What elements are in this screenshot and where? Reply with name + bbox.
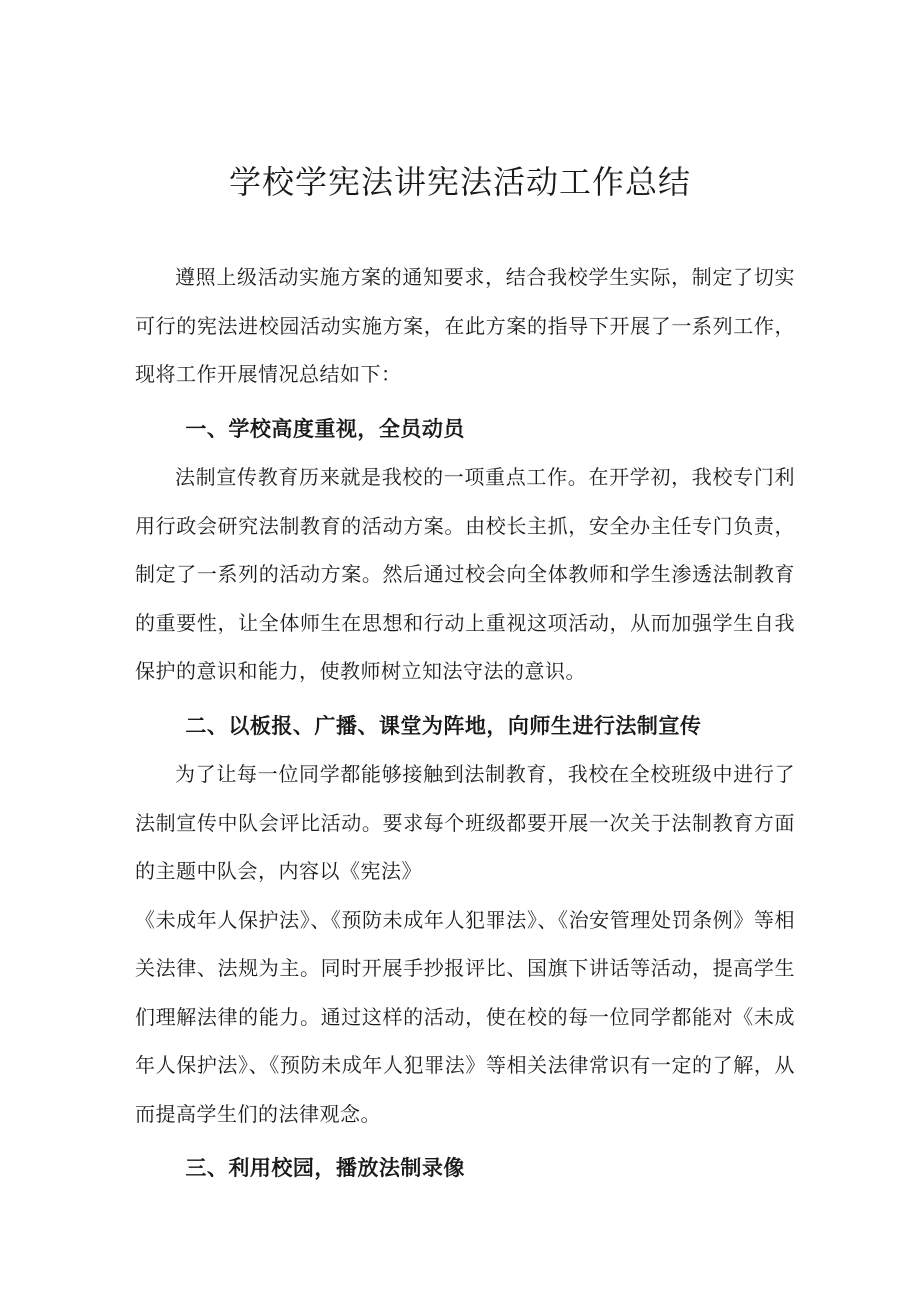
section-heading-3: 三、利用校园，播放法制录像 (185, 1156, 465, 1180)
page-title: 学校学宪法讲宪法活动工作总结 (228, 163, 691, 201)
section-heading-2: 二、以板报、广播、课堂为阵地，向师生进行法制宣传 (185, 713, 702, 738)
section-2-paragraph-1: 为了让每一位同学都能够接触到法制教育，我校在全校班级中进行了法制宣传中队会评比活动。要求每个班级都要开展一次关于法制教育方面的主题中队会，内容以《宪法》 (135, 762, 795, 883)
intro-paragraph: 遵照上级活动实施方案的通知要求，结合我校学生实际，制定了切实可行的宪法进校园活动实施方案，在此方案的指导下开展了一系列工作，现将工作开展情况总结如下： (135, 265, 795, 386)
section-1-paragraph-1: 法制宣传教育历来就是我校的一项重点工作。在开学初，我校专门利用行政会研究法制教育的活动方案。由校长主抓，安全办主任专门负责，制定了一系列的活动方案。然后通过校会向全体教师和学生渗透法制教育的重要性，让全体师生在思想和行动上重视这项活动，从而加强学生自我保护的意识和能力，使教师树立知法守法的意识。 (135, 465, 795, 683)
section-heading-1: 一、学校高度重视，全员动员 (185, 416, 465, 441)
document-body (135, 253, 795, 1193)
section-2-paragraph-2: 《未成年人保护法》、《预防未成年人犯罪法》、《治安管理处罚条例》等相关法律、法规为主。同时开展手抄报评比、国旗下讲话等活动，提高学生们理解法律的能力。通过这样的活动，使在校的每一位同学都能对《未成年人保护法》、《预防未成年人犯罪法》等相关法律常识有一定的了解，从而提高学生们的法律观念。 (135, 907, 795, 1126)
